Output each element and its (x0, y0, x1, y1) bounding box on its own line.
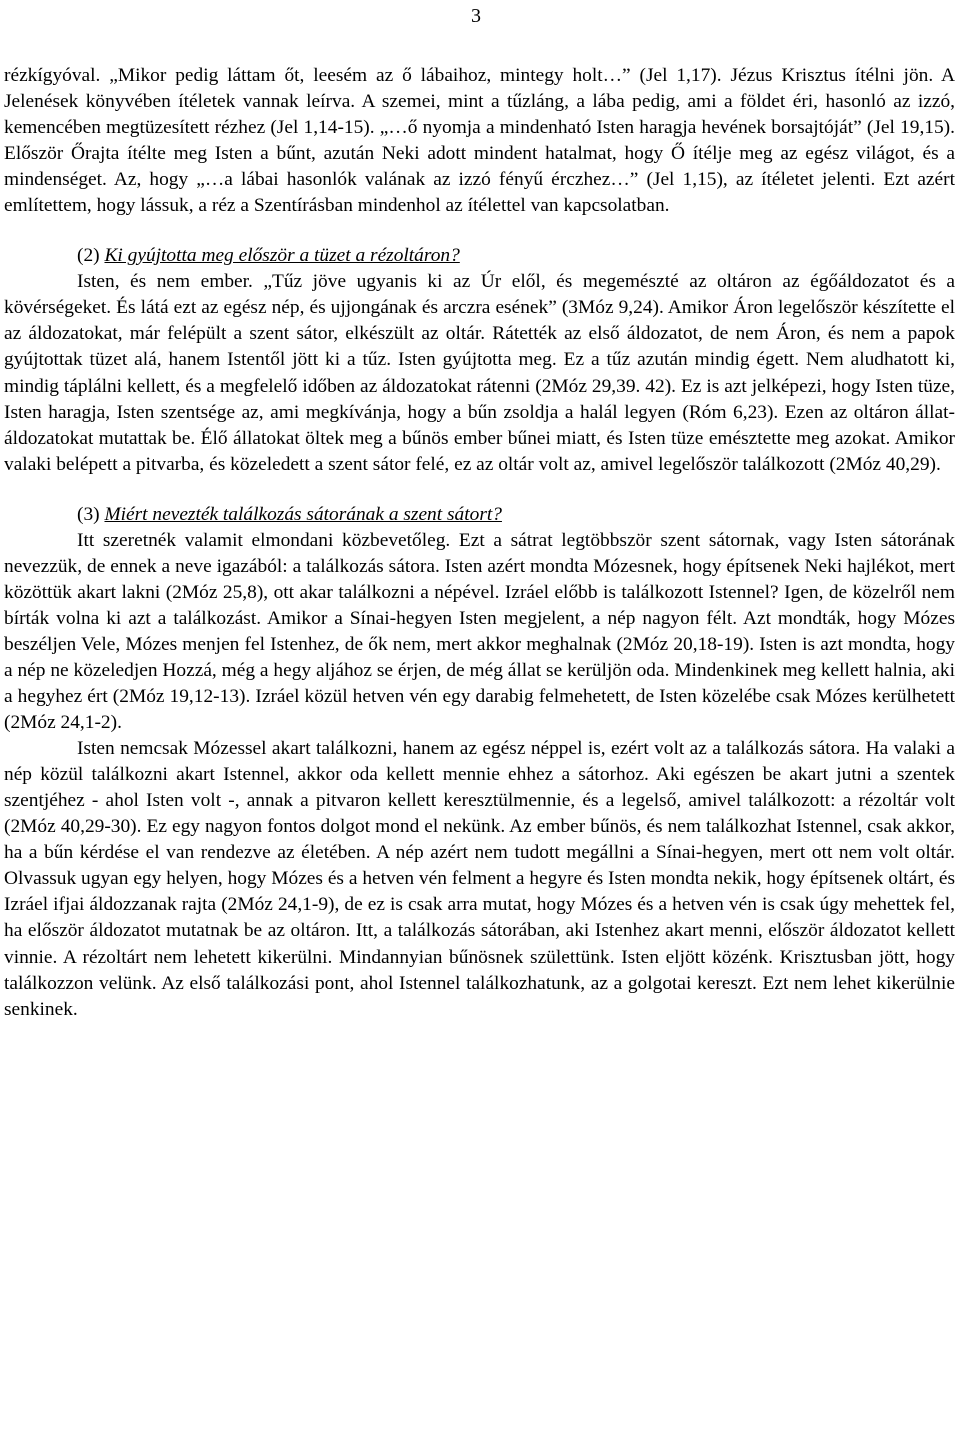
paragraph-answer-3-part-2: Isten nemcsak Mózessel akart találkozni, hanem az egész néppel is, ezért volt az a találkozás sátora. Ha valaki a nép közül találkozni akart Istennel, akkor oda kellett mennie ehhez a sátorhoz. Aki egészen be akart jutni a szentek szentjéhez - ahol Isten volt -, annak a pitvaron kellett keresztülmennie, és a legelső, amivel találkozott: a rézoltár volt (2Móz 40,29-30). Ez egy nagyon fontos dolgot mond el nekünk. Az ember bűnös, és nem találkozhat Istennel, csak akkor, ha a bűn kérdése el van rendezve az életében. A nép azért nem tudott megállni a Sínai-hegyen, mert ott nem volt oltár. Olvassuk ugyan egy helyen, hogy Mózes és a hetven vén felment a hegyre és Isten mondta nekik, hogy építsenek oltárt, és Izráel ifjai áldozzanak rajta (2Móz 24,1-9), de ez is csak arra mutat, hogy Mózes és a hetven vén is csak úgy mehettek fel, ha először áldozatot mutatnak be az oltáron. Itt, a találkozás sátorában, aki Istenhez akart menni, először áldozatot kellett vinnie. A rézoltárt nem lehetett kikerülni. Mindannyian bűnösnek születtünk. Isten eljött közénk. Krisztusban jött, hogy találkozzon velünk. Az első találkozási pont, ahol Istennel találkozhatunk, az a golgotai kereszt. Ezt nem lehet kikerülnie senkinek. (4, 738, 955, 1020)
paragraph-answer-3-part-1: Itt szeretnék valamit elmondani közbevetőleg. Ezt a sátrat legtöbbször szent sátornak, vagy Isten sátorának nevezzük, de ennek a neve igazából: a találkozás sátora. Isten azért mondta Mózesnek, hogy építsenek Neki hajlékot, mert közöttük akart lakni (2Móz 25,8), ott akar találkozni a népével. Izráel előbb is találkozott Istennel? Igen, de közelről nem bírták volna ki azt a találkozást. Amikor a Sínai-hegyen Isten megjelent, a nép nagyon félt. Azt mondták, hogy Mózes beszéljen Vele, Mózes menjen fel Istenhez, de ők nem, mert akkor meghalnak (2Móz 20,18-19). Isten is azt mondta, hogy a nép ne közeledjen Hozzá, még a hegy aljához se érjen, de még állat se kerüljön oda. Mindenkinek meg kellett halnia, aki a hegyhez ért (2Móz 19,12-13). Izráel közül hetven vén egy darabig felmehetett, de Isten közelébe csak Mózes kerülhetett (2Móz 24,1-2). (4, 529, 955, 734)
paragraph-intro: rézkígyóval. „Mikor pedig láttam őt, leesém az ő lábaihoz, mintegy holt…” (Jel 1,17). Jézus Krisztus ítélni jön. A Jelenések könyvében ítéletek vannak leírva. A szemei, mint a tűzláng, a lába pedig, ami a földet éri, hasonló az izzó, kemencében megtüzesített rézhez (Jel 1,14-15). „…ő nyomja a mindenható Isten haragja hevének borsajtóját” (Jel 19,15). Először Őrajta ítélte meg Isten a bűnt, azután Neki adott mindent hatalmat, hogy Ő ítélje meg az egész világot, és a mindenséget. Az, hogy „…a lábai hasonlók valának az izzó fényű érczhez…” (Jel 1,15), az ítéletet jelenti. Ezt azért említettem, hogy lássuk, a réz a Szentírásban mindenhol az ítélettel van kapcsolatban. (4, 65, 955, 217)
question-3-text: Miért nevezték találkozás sátorának a szent sátort? (104, 503, 502, 525)
question-2-number: (2) (77, 245, 100, 267)
question-2-heading (4, 243, 955, 269)
paragraph-answer-2: Isten, és nem ember. „Tűz jöve ugyanis ki az Úr elől, és megemészté az oltáron az égőáldozatot és a kövérségeket. És látá ezt az egész nép, és ujjongának és arczra esének” (3Móz 9,24). Amikor Áron legelőször készítette el az áldozatokat, már felépült a szent sátor, elkészült az oltár. Rátették az első áldozatot, de nem Áron, és nem a papok gyújtottak tüzet alá, hanem Istentől jött ki a tűz. Isten gyújtotta meg. Ez a tűz azután mindig égett. Nem aludhatott ki, mindig táplálni kellett, és a megfelelő időben az áldozatokat rátenni (2Móz 29,39. 42). Ez is azt jelképezi, hogy Isten tüze, Isten haragja, Isten szentsége az, ami megkívánja, hogy a bűn zsoldja a halál legyen (Róm 6,23). Ezen az oltáron állat-áldozatokat mutattak be. Élő állatokat öltek meg a bűnös ember bűnei miatt, és Isten tüze emésztette meg azokat. Amikor valaki belépett a pitvarba, és közeledett a szent sátor felé, ez az oltár volt az, amivel legelőször találkozott (2Móz 40,29). (4, 271, 955, 475)
question-3-heading (4, 502, 955, 528)
document-body (4, 63, 955, 1023)
question-2-text: Ki gyújtotta meg először a tüzet a rézoltáron? (104, 245, 460, 267)
question-3-number: (3) (77, 503, 100, 525)
page-number: 3 (471, 5, 481, 27)
